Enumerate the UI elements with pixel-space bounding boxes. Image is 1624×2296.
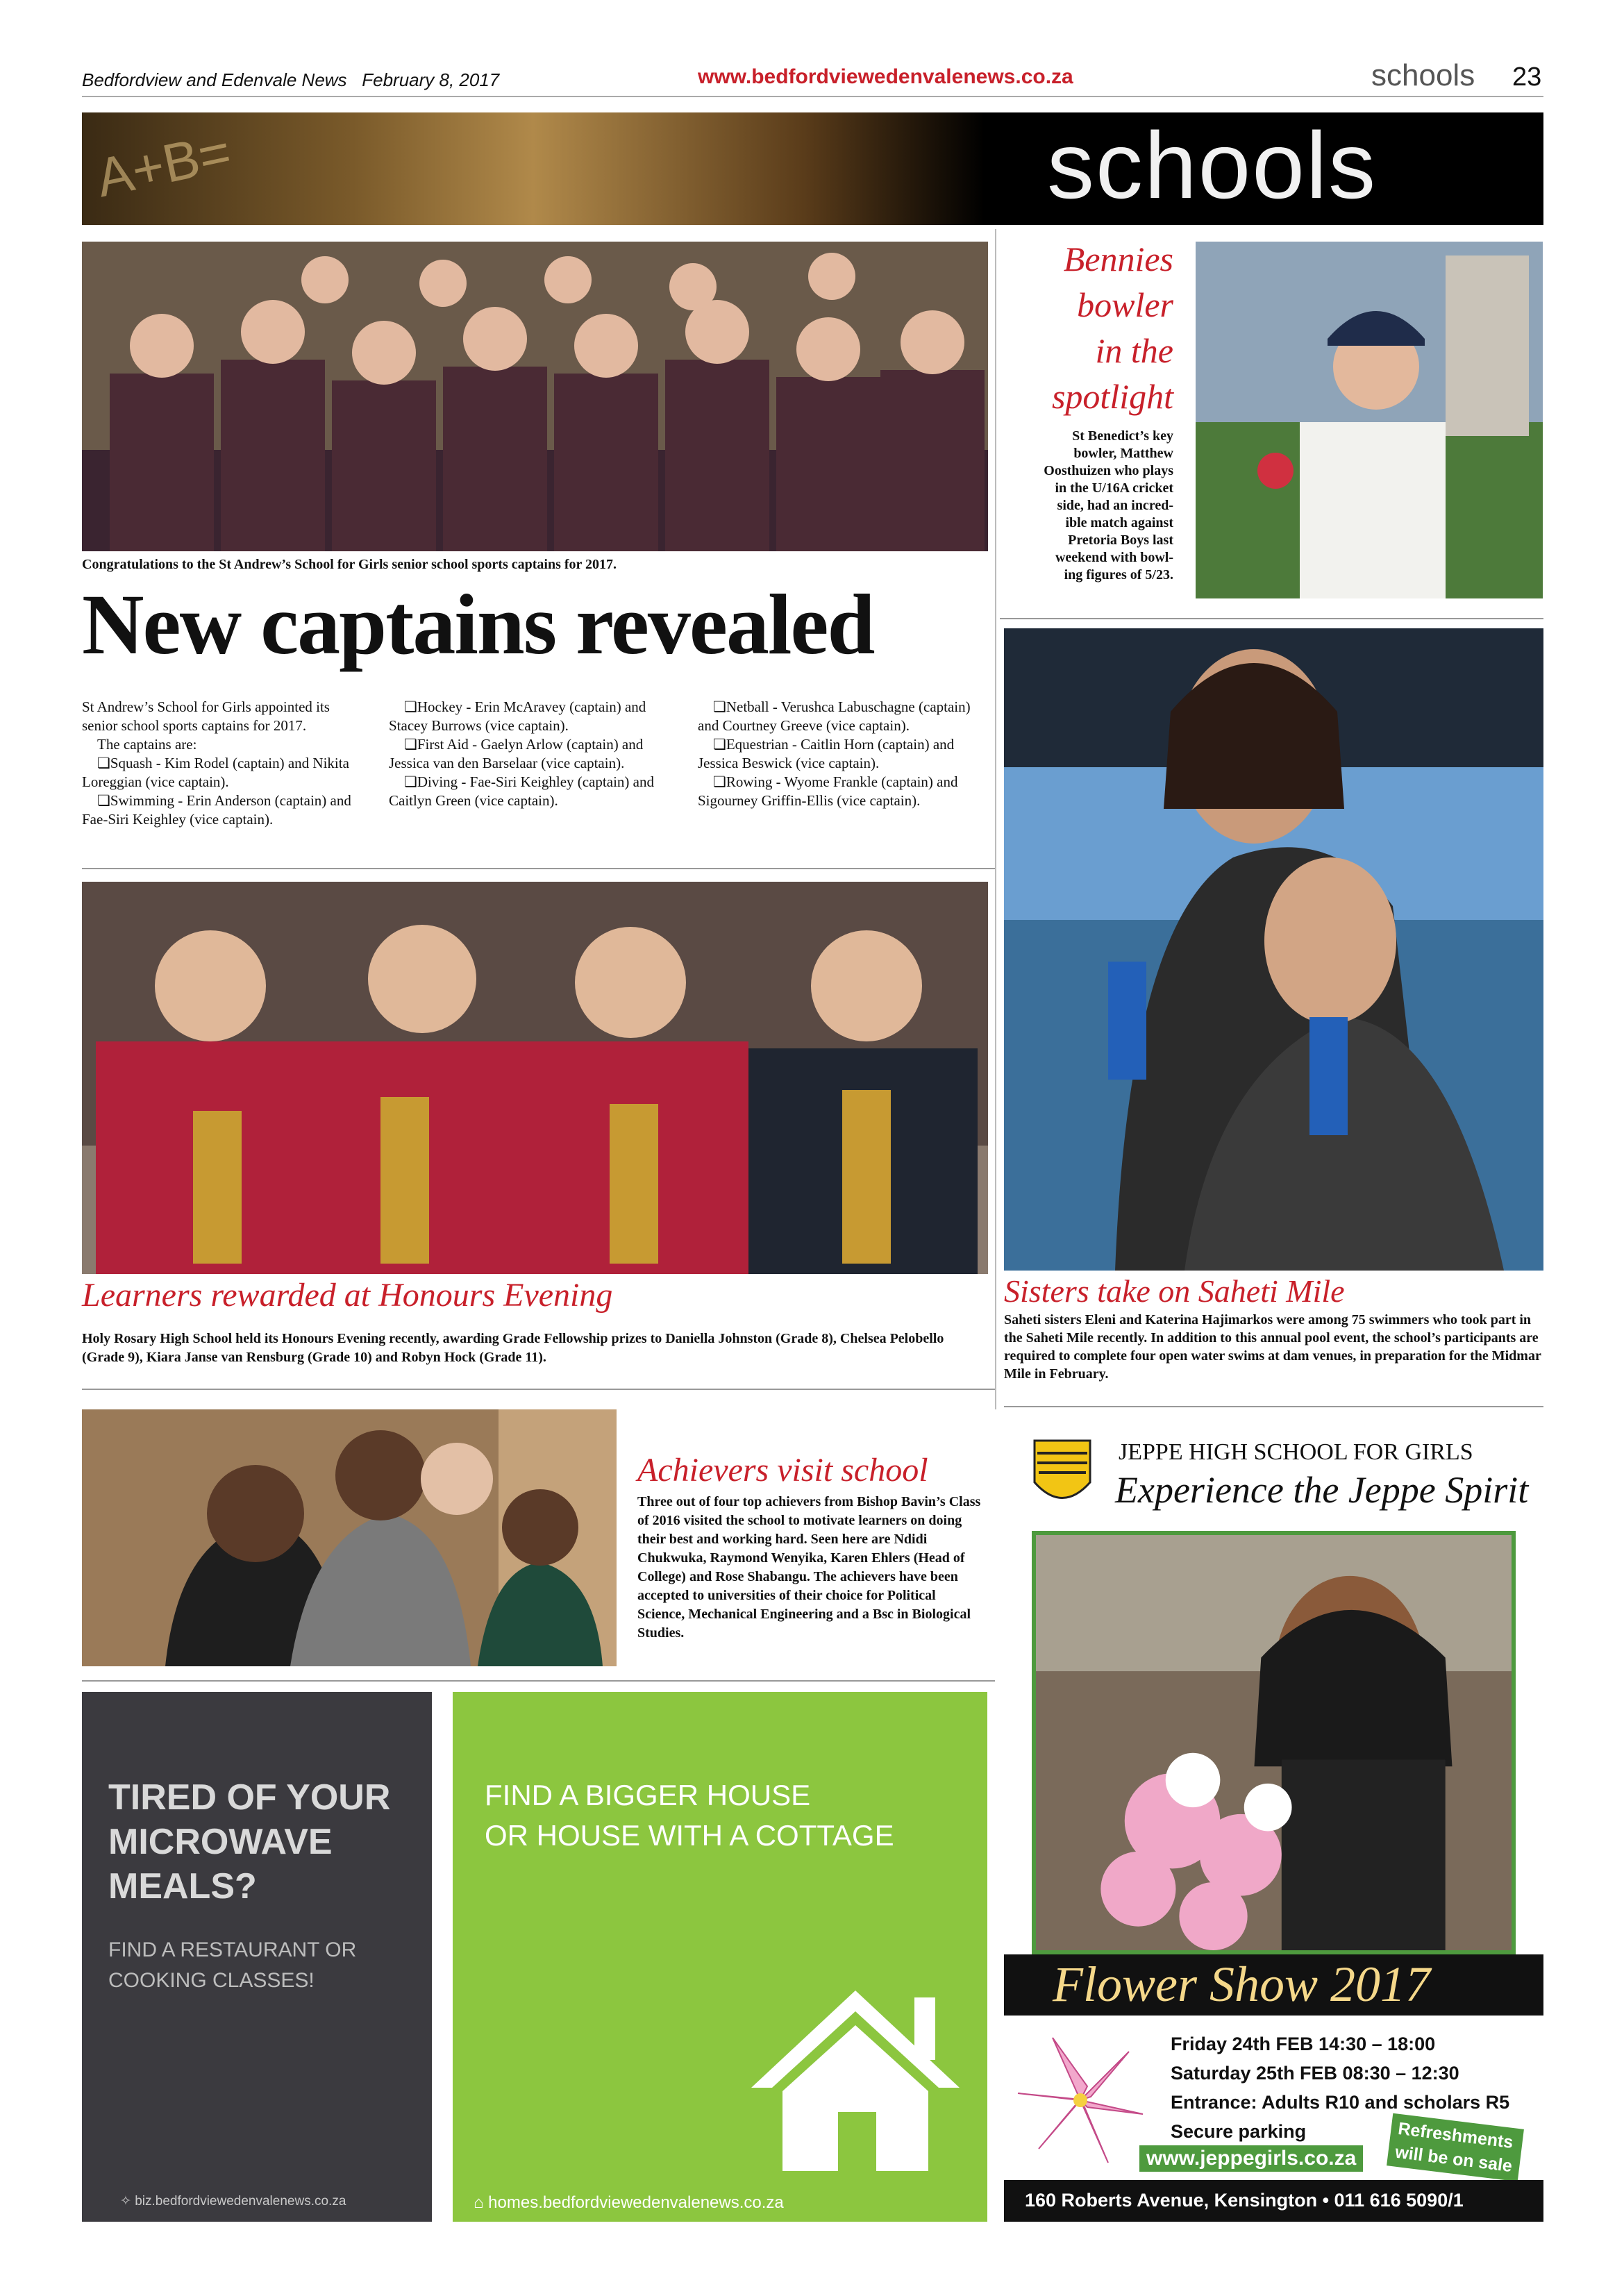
headline-line: Bennies (1063, 240, 1173, 278)
captains-intro: St Andrew’s School for Girls appointed its senior school sports captains for 2017. (82, 698, 330, 734)
section-label: schools (1371, 58, 1475, 92)
ad-microwave[interactable] (82, 1692, 432, 2222)
section-banner (82, 112, 1543, 225)
captain-item: ❏ Squash - Kim Rodel (captain) and Nikita Loreggian (vice captain). (82, 754, 360, 791)
captain-item: ❏ Diving - Fae-Siri Keighley (captain) and Caitlyn Green (vice captain). (389, 773, 673, 810)
jeppe-event-title: Flower Show 2017 (1053, 1956, 1431, 2012)
banner-title: schools (1047, 112, 1378, 218)
headline-line: in the (1095, 331, 1173, 370)
ad-url: homes.bedfordviewedenvalenews.co.za (488, 2193, 784, 2212)
banner-formula: A+B= (90, 120, 237, 209)
badge-line: will be on sale (1393, 2142, 1514, 2177)
detail-line: Friday 24th FEB 14:30 – 18:00 (1171, 2034, 1436, 2054)
honours-rule (82, 1389, 995, 1390)
detail-line: Secure parking (1171, 2121, 1307, 2142)
page-number: 23 (1512, 62, 1542, 92)
header-rule (82, 96, 1543, 97)
honours-caption: Holy Rosary High School held its Honours Evening recently, awarding Grade Fellowship prizes to Daniella Johnston (Grade 8), Chelsea Pelobello (Grade 9), Kiara Janse van Rensburg (Grade 10) and Robyn Hock (Grade 11). (82, 1331, 944, 1365)
headline-line: spotlight (1051, 377, 1173, 416)
achievers-photo (82, 1409, 617, 1666)
captains-column-3 (698, 698, 982, 810)
captains-caption: Congratulations to the St Andrew’s School for Girls senior school sports captains for 2017. (82, 557, 617, 572)
headline-line: MEALS? (108, 1866, 257, 1907)
captain-item: ❏ Equestrian - Caitlin Horn (captain) and Jessica Beswick (vice captain). (698, 735, 982, 773)
ad-house-footer[interactable] (474, 2193, 784, 2213)
bennies-rule (1000, 618, 1543, 619)
ad-microwave-sub (108, 1935, 356, 1996)
issue-date: February 8, 2017 (362, 69, 500, 90)
sub-line: COOKING CLASSES! (108, 1969, 315, 1992)
caption-line: St Benedict’s key (1072, 428, 1173, 444)
caption-line: Pretoria Boys last (1068, 533, 1173, 548)
ad-house-headline (485, 1775, 894, 1856)
achievers-caption: Three out of four top achievers from Bishop Bavin’s Class of 2016 visited the school to motivate learners on doing their best and working hard. Seen here are Ndidi Chukwuka, Raymond Wenyika, Karen Ehlers (Head of College) and Rose Shabangu. The achievers have been accepted to universities of their choice for Political Science, Mechanical Engineering and a Bsc in Biological Studies. (637, 1494, 981, 1641)
captains-headline: New captains revealed (82, 577, 874, 672)
headline-line: FIND A BIGGER HOUSE (485, 1779, 811, 1811)
section-rule (82, 868, 995, 869)
honours-headline: Learners rewarded at Honours Evening (82, 1277, 613, 1314)
captain-item: ❏ Hockey - Erin McAravey (captain) and Stacey Burrows (vice captain). (389, 698, 673, 735)
website-link[interactable]: www.bedfordviewedenvalenews.co.za (698, 65, 1073, 88)
column-divider (995, 229, 996, 1409)
captain-item: ❏ Rowing - Wyome Frankle (captain) and Sigourney Griffin-Ellis (vice captain). (698, 773, 982, 810)
achievers-headline: Achievers visit school (637, 1452, 928, 1489)
headline-line: OR HOUSE WITH A COTTAGE (485, 1819, 894, 1852)
ad-house[interactable] (453, 1692, 987, 2222)
saheti-rule (1004, 1406, 1543, 1407)
bennies-headline (1000, 236, 1173, 419)
captains-sub: The captains are: (97, 736, 197, 753)
captain-item: ❏ First Aid - Gaelyn Arlow (captain) and Jessica van den Barselaar (vice captain). (389, 735, 673, 773)
bennies-photo (1196, 242, 1543, 598)
detail-line: Entrance: Adults R10 and scholars R5 (1171, 2092, 1510, 2113)
handshake-icon: ✧ (120, 2194, 131, 2209)
home-icon: ⌂ (474, 2193, 484, 2212)
publication-name: Bedfordview and Edenvale News (82, 69, 347, 90)
honours-photo (82, 882, 988, 1274)
caption-line: in the U/16A cricket (1055, 480, 1173, 496)
saheti-headline: Sisters take on Saheti Mile (1004, 1273, 1345, 1309)
jeppe-school-name: JEPPE HIGH SCHOOL FOR GIRLS (1119, 1439, 1473, 1465)
badge-line: Refreshments (1396, 2118, 1514, 2153)
jeppe-address-bar (1004, 2180, 1543, 2222)
ad-microwave-headline (108, 1775, 390, 1909)
house-icon (744, 1970, 966, 2178)
caption-line: bowler, Matthew (1073, 446, 1173, 461)
caption-line: ible match against (1065, 515, 1173, 530)
jeppe-tagline: Experience the Jeppe Spirit (1115, 1469, 1529, 1511)
jeppe-address: 160 Roberts Avenue, Kensington • 011 616 5090/1 (1025, 2190, 1464, 2211)
saheti-photo (1004, 628, 1543, 1271)
caption-line: side, had an incred- (1057, 498, 1173, 513)
sub-line: FIND A RESTAURANT OR (108, 1938, 357, 1961)
detail-line: Saturday 25th FEB 08:30 – 12:30 (1171, 2063, 1459, 2084)
achievers-rule (82, 1680, 995, 1682)
captains-photo (82, 242, 988, 551)
saheti-caption: Saheti sisters Eleni and Katerina Hajimarkos were among 75 swimmers who took part in the Saheti Mile recently. In addition to this annual pool event, the school’s participants are required to complete four open water swims at dam venues, in preparation for the Midmar Mile in February. (1004, 1312, 1541, 1382)
captain-item: ❏ Netball - Verushca Labuschagne (captain) and Courtney Greeve (vice captain). (698, 698, 982, 735)
captains-column-1 (82, 698, 360, 829)
captain-item: ❏ Swimming - Erin Anderson (captain) and Fae-Siri Keighley (vice captain). (82, 791, 360, 829)
jeppe-event-banner (1004, 1954, 1543, 2016)
headline-line: MICROWAVE (108, 1822, 333, 1862)
lily-icon (1011, 2024, 1150, 2170)
ad-microwave-footer[interactable] (120, 2193, 346, 2209)
ad-url: biz.bedfordviewedenvalenews.co.za (135, 2194, 346, 2209)
headline-line: TIRED OF YOUR (108, 1777, 391, 1818)
ad-jeppe[interactable] (1004, 1427, 1543, 2222)
headline-line: bowler (1077, 285, 1173, 324)
school-crest-icon (1028, 1434, 1097, 1517)
caption-line: ing figures of 5/23. (1064, 567, 1173, 583)
caption-line: weekend with bowl- (1055, 550, 1173, 565)
bennies-caption (1000, 428, 1173, 584)
masthead-publication (82, 69, 499, 91)
jeppe-photo (1032, 1531, 1516, 1954)
caption-line: Oosthuizen who plays (1044, 463, 1173, 478)
jeppe-website[interactable]: www.jeppegirls.co.za (1139, 2145, 1363, 2172)
captains-column-2 (389, 698, 673, 810)
